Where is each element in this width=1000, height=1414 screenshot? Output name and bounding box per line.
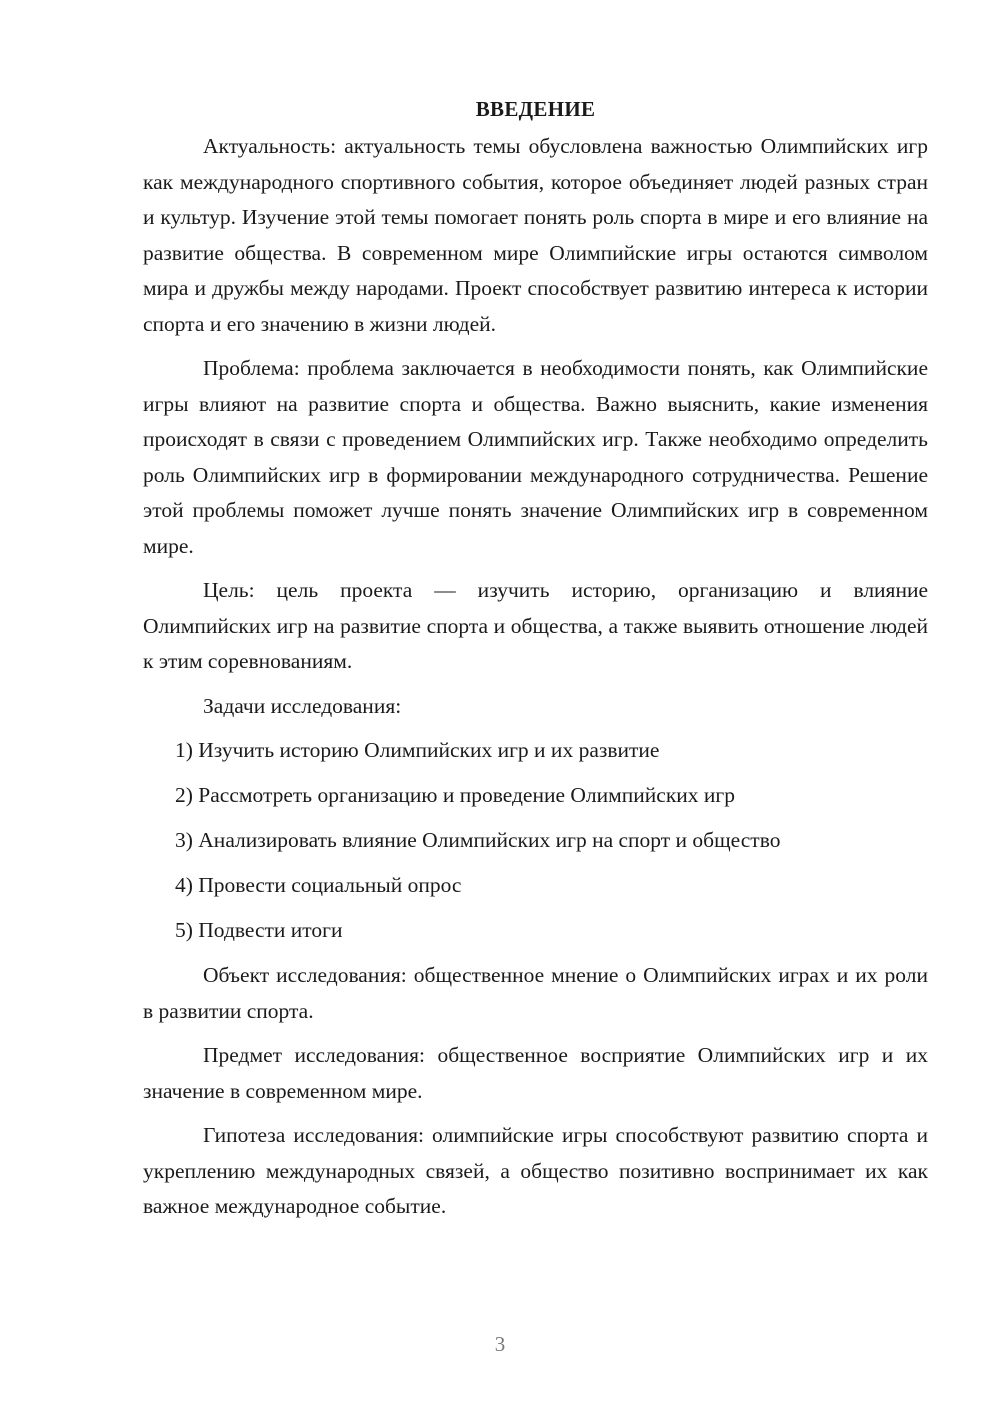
paragraph-hypothesis: Гипотеза исследования: олимпийские игры способствуют развитию спорта и укреплению международных связей, а общество позитивно воспринимает их как важное международное событие.: [143, 1123, 928, 1218]
paragraph-object: Объект исследования: общественное мнение о Олимпийских играх и их роли в развитии спорта.: [143, 963, 928, 1023]
document-page: [143, 92, 928, 1234]
list-item: 2) Рассмотреть организацию и проведение Олимпийских игр: [175, 783, 735, 807]
paragraph-problem: Проблема: проблема заключается в необходимости понять, как Олимпийские игры влияют на развитие спорта и общества. Важно выяснить, какие изменения происходят в связи с проведением Олимпийских игр. Также необходимо определить роль Олимпийских игр в формировании международного сотрудничества. Решение этой проблемы поможет лучше понять значение Олимпийских игр в современном мире.: [143, 356, 928, 558]
list-item: 4) Провести социальный опрос: [175, 873, 462, 897]
tasks-list: [143, 733, 928, 949]
list-item: 1) Изучить историю Олимпийских игр и их развитие: [175, 738, 660, 762]
paragraph-relevance: Актуальность: актуальность темы обусловлена важностью Олимпийских игр как международного спортивного события, которое объединяет людей разных стран и культур. Изучение этой темы помогает понять роль спорта в мире и его влияние на развитие общества. В современном мире Олимпийские игры остаются символом мира и дружбы между народами. Проект способствует развитию интереса к истории спорта и его значению в жизни людей.: [143, 134, 928, 336]
list-item: 3) Анализировать влияние Олимпийских игр на спорт и общество: [175, 828, 781, 852]
paragraph-goal: Цель: цель проекта — изучить историю, организацию и влияние Олимпийских игр на развитие спорта и общества, а также выявить отношение людей к этим соревнованиям.: [143, 578, 928, 673]
tasks-heading: Задачи исследования:: [203, 693, 402, 718]
section-title: ВВЕДЕНИЕ: [475, 97, 596, 121]
paragraph-subject: Предмет исследования: общественное восприятие Олимпийских игр и их значение в современном мире.: [143, 1043, 928, 1103]
page-number: 3: [494, 1332, 506, 1356]
list-item: 5) Подвести итоги: [175, 918, 343, 942]
